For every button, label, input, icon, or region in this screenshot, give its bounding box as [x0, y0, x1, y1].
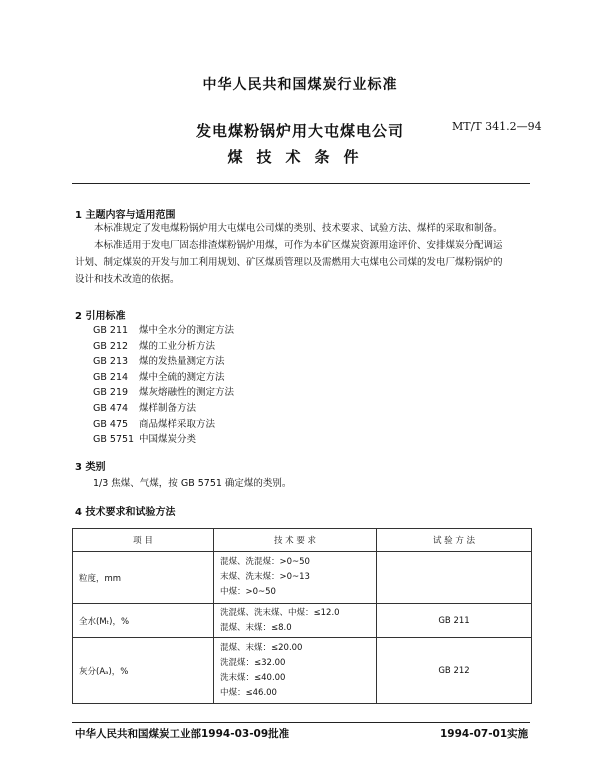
section4-heading: 4 技术要求和试验方法	[75, 507, 176, 518]
reference-title: 煤灰熔融性的测定方法	[139, 387, 235, 399]
reference-title: 煤的发热量测定方法	[139, 356, 225, 368]
table-row	[73, 604, 532, 638]
reference-item	[93, 401, 234, 417]
reference-code: GB 475	[93, 418, 129, 430]
reference-item	[93, 385, 234, 401]
col-header-item: 项 目	[73, 529, 214, 552]
row-method: GB 211	[377, 604, 532, 638]
requirement-line: 中煤：≤46.00	[220, 687, 277, 698]
requirement-line: 洗混煤：≤32.00	[220, 657, 286, 668]
section1-heading: 1 主题内容与适用范围	[75, 210, 176, 221]
reference-item	[93, 339, 234, 355]
requirement-line: 混煤、洗混煤：>0~50	[220, 557, 310, 567]
row-method: GB 212	[377, 638, 532, 704]
row-requirements	[214, 604, 377, 638]
col-header-requirement: 技 术 要 求	[214, 529, 377, 552]
reference-item	[93, 323, 234, 339]
reference-code: GB 212	[93, 340, 129, 352]
reference-title: 商品煤样采取方法	[139, 418, 216, 430]
requirement-line: 中煤：>0~50	[220, 587, 276, 597]
requirement-line: 混煤、末煤：≤8.0	[220, 622, 292, 633]
reference-item	[93, 354, 234, 370]
section3-heading: 3 类别	[75, 462, 106, 473]
row-requirements	[214, 638, 377, 704]
reference-item	[93, 432, 234, 448]
requirement-line: 洗末煤：≤40.00	[220, 672, 286, 683]
col-header-method: 试 验 方 法	[377, 529, 532, 552]
reference-item	[93, 370, 234, 386]
reference-title: 煤中全水分的测定方法	[139, 325, 235, 336]
section1-paragraph2-line3: 设计和技术改造的依据。	[75, 274, 180, 285]
table-row	[73, 638, 532, 704]
table-row	[73, 552, 532, 604]
reference-list	[93, 323, 234, 448]
section3-text: 1/3 焦煤、气煤，按 GB 5751 确定煤的类别。	[93, 478, 292, 489]
spec-table	[72, 528, 532, 704]
requirement-line: 末煤、洗末煤：>0~13	[220, 572, 310, 582]
header-divider	[72, 183, 530, 184]
standard-number: MT/T 341.2—94	[452, 120, 542, 133]
row-method	[377, 552, 532, 604]
reference-code: GB 211	[93, 325, 129, 336]
requirement-line: 洗混煤、洗末煤、中煤：≤12.0	[220, 607, 340, 618]
approval-line: 中华人民共和国煤炭工业部1994-03-09批准	[75, 728, 290, 740]
row-requirements	[214, 552, 377, 604]
row-item: 全水(Mₜ)，%	[73, 604, 214, 638]
reference-code: GB 5751	[93, 434, 135, 446]
reference-code: GB 214	[93, 371, 129, 383]
section1-body	[75, 220, 535, 288]
reference-title: 中国煤炭分类	[139, 434, 197, 446]
implementation-date: 1994-07-01实施	[440, 728, 529, 740]
reference-item	[93, 417, 234, 433]
reference-code: GB 474	[93, 402, 129, 414]
section1-paragraph1: 本标准规定了发电煤粉锅炉用大屯煤电公司煤的类别、技术要求、试验方法、煤样的采取和制备。	[94, 223, 503, 234]
reference-code: GB 213	[93, 356, 129, 368]
row-item: 粒度，mm	[73, 552, 214, 604]
table-header-row	[73, 529, 532, 552]
reference-title: 煤的工业分析方法	[139, 340, 216, 352]
footer-divider	[72, 722, 530, 723]
section1-paragraph2-line2: 计划、制定煤炭的开发与加工利用规划、矿区煤质管理以及需燃用大屯煤电公司煤的发电厂煤粉锅炉的	[75, 257, 503, 268]
requirement-line: 混煤、末煤：≤20.00	[220, 642, 303, 653]
row-item: 灰分(Aₐ)，%	[73, 638, 214, 704]
reference-title: 煤样制备方法	[139, 402, 197, 414]
issuer-header: 中华人民共和国煤炭行业标准	[202, 77, 398, 93]
document-title-line1: 发电煤粉锅炉用大屯煤电公司	[195, 122, 404, 140]
reference-title: 煤中全硫的测定方法	[139, 371, 225, 383]
section1-paragraph2-line1: 本标准适用于发电厂固态排渣煤粉锅炉用煤，可作为本矿区煤炭资源用途评价、安排煤炭分配调运	[94, 240, 503, 251]
section2-heading: 2 引用标准	[75, 311, 126, 322]
document-title-line2: 煤技术条件	[227, 148, 373, 166]
reference-code: GB 219	[93, 387, 129, 399]
